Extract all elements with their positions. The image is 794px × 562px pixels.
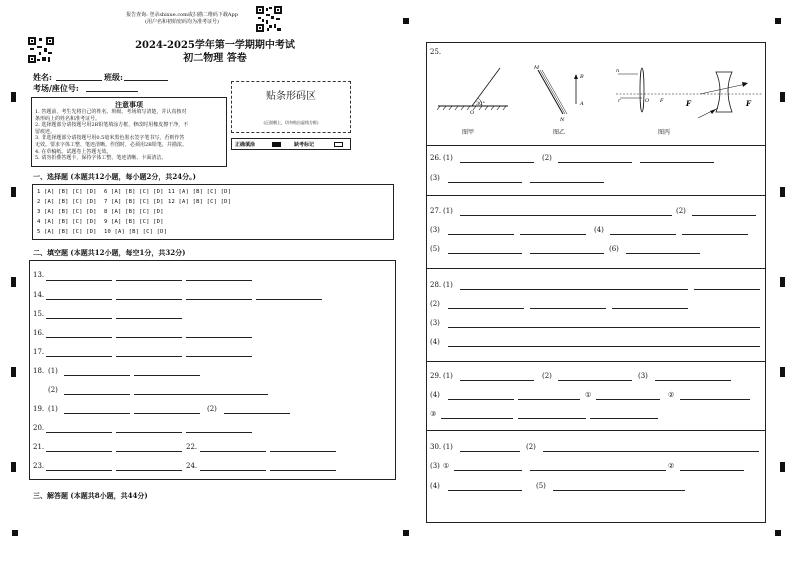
answer-blank[interactable]: [682, 234, 748, 235]
figure-c-lenses[interactable]: [612, 62, 764, 124]
timing-mark: [780, 277, 785, 287]
ray-r-label: r: [618, 98, 621, 104]
q29-part4: (4): [430, 391, 440, 399]
q20-number: 20.: [33, 424, 45, 432]
divider: [426, 268, 766, 269]
answer-blank[interactable]: [46, 432, 112, 433]
mcq-question-row[interactable]: 9 [A] [B] [C] [D]: [104, 219, 164, 225]
exam-title: 2024-2025学年第一学期期中考试: [135, 40, 295, 51]
correct-fill-sample: [272, 142, 281, 147]
q28-part4: (4): [430, 338, 440, 346]
q30-part4: (4): [430, 482, 440, 490]
name-label: 姓名:: [33, 72, 52, 82]
mcq-question-row[interactable]: 11 [A] [B] [C] [D]: [168, 189, 232, 195]
answer-blank[interactable]: [200, 451, 266, 452]
answer-blank[interactable]: [518, 418, 586, 419]
angle-label: 30°: [476, 101, 485, 107]
section3-title: 三、解答题 (本题共8小题，共44分): [33, 491, 148, 500]
q26-number: 26.: [430, 154, 442, 162]
q19-number: 19.: [33, 405, 45, 413]
corner-mark: [775, 18, 781, 24]
answer-blank[interactable]: [448, 253, 522, 254]
answer-blank[interactable]: [460, 380, 534, 381]
missing-exam-box[interactable]: [334, 142, 343, 147]
answer-blank[interactable]: [46, 299, 112, 300]
q17-number: 17.: [33, 348, 45, 356]
focus-f-label: F: [660, 98, 664, 104]
card-qr-code: [28, 37, 54, 63]
q30-number: 30.: [430, 443, 442, 451]
q30-circle1: ①: [443, 462, 450, 470]
q18-part1: (1): [48, 367, 58, 375]
q30-part3: (3): [430, 462, 440, 470]
answer-blank[interactable]: [46, 451, 112, 452]
q14-number: 14.: [33, 291, 45, 299]
answer-blank[interactable]: [454, 470, 522, 471]
q22-number: 22.: [186, 443, 198, 451]
answer-blank[interactable]: [116, 280, 182, 281]
answer-blank[interactable]: [134, 375, 200, 376]
q16-number: 16.: [33, 329, 45, 337]
focus-right-label: F: [746, 99, 751, 108]
answer-blank[interactable]: [520, 234, 586, 235]
answer-blank[interactable]: [448, 399, 514, 400]
q29-part2: (2): [542, 372, 552, 380]
seat-field[interactable]: [86, 91, 138, 92]
mcq-question-row[interactable]: 12 [A] [B] [C] [D]: [168, 199, 232, 205]
barcode-area: [231, 81, 351, 133]
answer-blank[interactable]: [441, 418, 513, 419]
q18-part2: (2): [48, 386, 58, 394]
answer-blank[interactable]: [518, 399, 580, 400]
answer-blank[interactable]: [200, 470, 266, 471]
q27-part3: (3): [430, 226, 440, 234]
focus-left-label: F: [686, 99, 691, 108]
answer-blank[interactable]: [680, 470, 744, 471]
ray-n-label: n: [616, 68, 620, 74]
answer-blank[interactable]: [543, 451, 759, 452]
corner-mark: [775, 530, 781, 536]
answer-blank[interactable]: [270, 451, 336, 452]
q18-number: 18.: [33, 367, 45, 375]
app-qr-code: [256, 6, 282, 32]
answer-blank[interactable]: [610, 234, 676, 235]
q23-number: 23.: [33, 462, 45, 470]
class-field[interactable]: [124, 80, 168, 81]
answer-blank[interactable]: [448, 182, 522, 183]
notice-item: 条形码上的姓名和准考证号。: [35, 115, 101, 122]
answer-blank[interactable]: [186, 356, 252, 357]
answer-blank[interactable]: [460, 289, 688, 290]
q29-circle2: ②: [668, 391, 675, 399]
exam-subtitle: 初二物理 答卷: [183, 53, 247, 64]
figure-a-reflection[interactable]: [436, 62, 511, 114]
object-b-label: B: [580, 74, 584, 80]
answer-blank[interactable]: [116, 356, 182, 357]
answer-blank[interactable]: [640, 162, 714, 163]
timing-mark: [780, 367, 785, 377]
answer-blank[interactable]: [448, 346, 760, 347]
mcq-question-row[interactable]: 3 [A] [B] [C] [D]: [37, 209, 97, 215]
q26-part1: (1): [443, 154, 453, 162]
q28-number: 28.: [430, 281, 442, 289]
class-label: 班级:: [104, 72, 123, 82]
report-notice: [112, 12, 252, 26]
notice-list: [32, 109, 226, 162]
notice-item: 留痕迹。: [35, 128, 56, 135]
mcq-question-row[interactable]: 1 [A] [B] [C] [D]: [37, 189, 97, 195]
q19-part1: (1): [48, 405, 58, 413]
mcq-question-row[interactable]: 5 [A] [B] [C] [D]: [37, 229, 97, 235]
timing-mark: [11, 277, 16, 287]
q28-part3: (3): [430, 319, 440, 327]
answer-blank[interactable]: [64, 375, 130, 376]
divider: [426, 430, 766, 431]
timing-mark: [11, 367, 16, 377]
answer-blank[interactable]: [256, 299, 322, 300]
divider: [426, 361, 766, 362]
answer-blank[interactable]: [553, 490, 685, 491]
q25-number: 25.: [430, 48, 442, 56]
answer-blank[interactable]: [558, 162, 632, 163]
q28-part2: (2): [430, 300, 440, 308]
answer-blank[interactable]: [680, 399, 750, 400]
answer-blank[interactable]: [530, 182, 604, 183]
corner-mark: [403, 530, 409, 536]
q27-number: 27.: [430, 207, 442, 215]
section1-title: 一、选择题 (本题共12小题，每小题2分，共24分。): [33, 172, 196, 181]
answer-blank[interactable]: [46, 280, 112, 281]
timing-mark: [11, 462, 16, 472]
mcq-question-row[interactable]: 4 [A] [B] [C] [D]: [37, 219, 97, 225]
q29-part1: (1): [443, 372, 453, 380]
answer-blank[interactable]: [116, 318, 182, 319]
answer-blank[interactable]: [530, 470, 666, 471]
answer-blank[interactable]: [46, 318, 112, 319]
notice-item: 3. 非选择题部分请按题号用0.5毫米黑色墨水签字笔书写，否则作答: [35, 135, 185, 142]
notice-line-2: (用户名和初始密码均为准考证号): [145, 19, 219, 25]
q30-part5: (5): [536, 482, 546, 490]
answer-blank[interactable]: [448, 490, 522, 491]
timing-mark: [11, 187, 16, 197]
answer-blank[interactable]: [558, 380, 632, 381]
q29-circle1: ①: [585, 391, 592, 399]
answer-blank[interactable]: [530, 253, 604, 254]
q26-part2: (2): [542, 154, 552, 162]
answer-blank[interactable]: [692, 215, 756, 216]
q24-number: 24.: [186, 462, 198, 470]
answer-blank[interactable]: [590, 418, 658, 419]
point-o-label: O: [470, 110, 475, 114]
q15-number: 15.: [33, 310, 45, 318]
section2-title: 二、填空题 (本题共12小题，每空1分，共32分): [33, 248, 186, 257]
mcq-question-row[interactable]: 2 [A] [B] [C] [D]: [37, 199, 97, 205]
fill-blank-box: [29, 260, 396, 480]
answer-blank[interactable]: [186, 432, 252, 433]
notice-item: 1. 答题前，考生先将自己的姓名、班级、考场填写清楚，并认真核对: [35, 109, 187, 115]
fill-example-box: [231, 138, 351, 150]
timing-mark: [780, 92, 785, 102]
timing-mark: [780, 187, 785, 197]
notice-item: 4. 在草稿纸、试题卷上答题无效。: [35, 148, 112, 155]
missing-exam-label: 缺考标记: [294, 142, 315, 148]
answer-blank[interactable]: [64, 413, 130, 414]
notice-line-1: 报告查询: 登录shixue.com或扫描二维码下载App: [126, 12, 238, 18]
q27-part1: (1): [443, 207, 453, 215]
notice-item: 5. 请勿折叠答题卡，保持字体工整、笔迹清晰、卡面清洁。: [35, 155, 167, 162]
q30-circle2: ②: [668, 462, 675, 470]
mirror-n-label: N: [560, 117, 565, 123]
corner-mark: [12, 530, 18, 536]
answer-blank[interactable]: [46, 337, 112, 338]
answer-blank[interactable]: [448, 327, 760, 328]
answer-blank[interactable]: [186, 337, 252, 338]
q21-number: 21.: [33, 443, 45, 451]
answer-blank[interactable]: [186, 299, 252, 300]
answer-blank[interactable]: [626, 253, 700, 254]
q29-circle3: ③: [430, 410, 437, 418]
answer-blank[interactable]: [64, 394, 130, 395]
answer-blank[interactable]: [460, 162, 534, 163]
figure-b-caption: 图乙: [553, 129, 566, 136]
mcq-question-row[interactable]: 10 [A] [B] [C] [D]: [104, 229, 168, 235]
q19-part2: (2): [207, 405, 217, 413]
timing-mark: [11, 92, 16, 102]
answer-blank[interactable]: [596, 399, 660, 400]
q27-part6: (6): [609, 245, 619, 253]
q27-part2: (2): [676, 207, 686, 215]
answer-blank[interactable]: [530, 308, 606, 309]
seat-label: 考场/座位号:: [33, 83, 79, 93]
object-a-label: A: [580, 101, 584, 107]
answer-blank[interactable]: [116, 451, 182, 452]
figure-a-caption: 图甲: [462, 129, 475, 136]
q29-number: 29.: [430, 372, 442, 380]
answer-blank[interactable]: [186, 280, 252, 281]
answer-blank[interactable]: [612, 308, 688, 309]
barcode-note: (正面朝上，切勿贴出虚线方框): [263, 120, 319, 125]
q27-part5: (5): [430, 245, 440, 253]
q13-number: 13.: [33, 271, 45, 279]
answer-blank[interactable]: [46, 356, 112, 357]
figure-b-mirror[interactable]: [528, 62, 594, 124]
answer-blank[interactable]: [116, 299, 182, 300]
answer-blank[interactable]: [694, 289, 760, 290]
notice-item: 无效。要求字体工整、笔迹清晰。作图时，必须用2B铅笔，并描浓。: [35, 141, 187, 148]
notice-box: [31, 97, 227, 167]
q26-part3: (3): [430, 174, 440, 182]
answer-blank[interactable]: [224, 413, 290, 414]
center-o-label: O: [645, 98, 650, 104]
notice-heading: 注意事项: [115, 100, 143, 109]
barcode-title: 贴条形码区: [266, 91, 316, 102]
answer-blank[interactable]: [134, 413, 200, 414]
answer-blank[interactable]: [270, 470, 336, 471]
answer-blank[interactable]: [46, 470, 112, 471]
q29-part3: (3): [638, 372, 648, 380]
figure-c-caption: 图丙: [658, 129, 671, 136]
q27-part4: (4): [594, 226, 604, 234]
mcq-question-row[interactable]: 6 [A] [B] [C] [D]: [104, 189, 164, 195]
q30-part1: (1): [443, 443, 453, 451]
mcq-question-row[interactable]: 7 [A] [B] [C] [D]: [104, 199, 164, 205]
answer-blank[interactable]: [460, 215, 672, 216]
answer-blank[interactable]: [116, 470, 182, 471]
divider: [426, 145, 766, 146]
name-field[interactable]: [56, 80, 102, 81]
answer-blank[interactable]: [448, 234, 514, 235]
correct-fill-label: 正确填涂: [235, 142, 256, 148]
mcq-question-row[interactable]: 8 [A] [B] [C] [D]: [104, 209, 164, 215]
answer-blank[interactable]: [116, 337, 182, 338]
timing-mark: [780, 462, 785, 472]
corner-mark: [403, 18, 409, 24]
q28-part1: (1): [443, 281, 453, 289]
answer-blank[interactable]: [655, 380, 731, 381]
notice-item: 2. 选择题部分请按题号用2B铅笔填涂方框，修改时用橡皮擦干净，不: [35, 122, 189, 129]
mirror-m-label: M: [534, 65, 540, 71]
answer-blank[interactable]: [448, 308, 524, 309]
q30-part2: (2): [526, 443, 536, 451]
divider: [426, 195, 766, 196]
answer-blank[interactable]: [460, 451, 520, 452]
answer-blank[interactable]: [134, 394, 268, 395]
answer-blank[interactable]: [116, 432, 182, 433]
